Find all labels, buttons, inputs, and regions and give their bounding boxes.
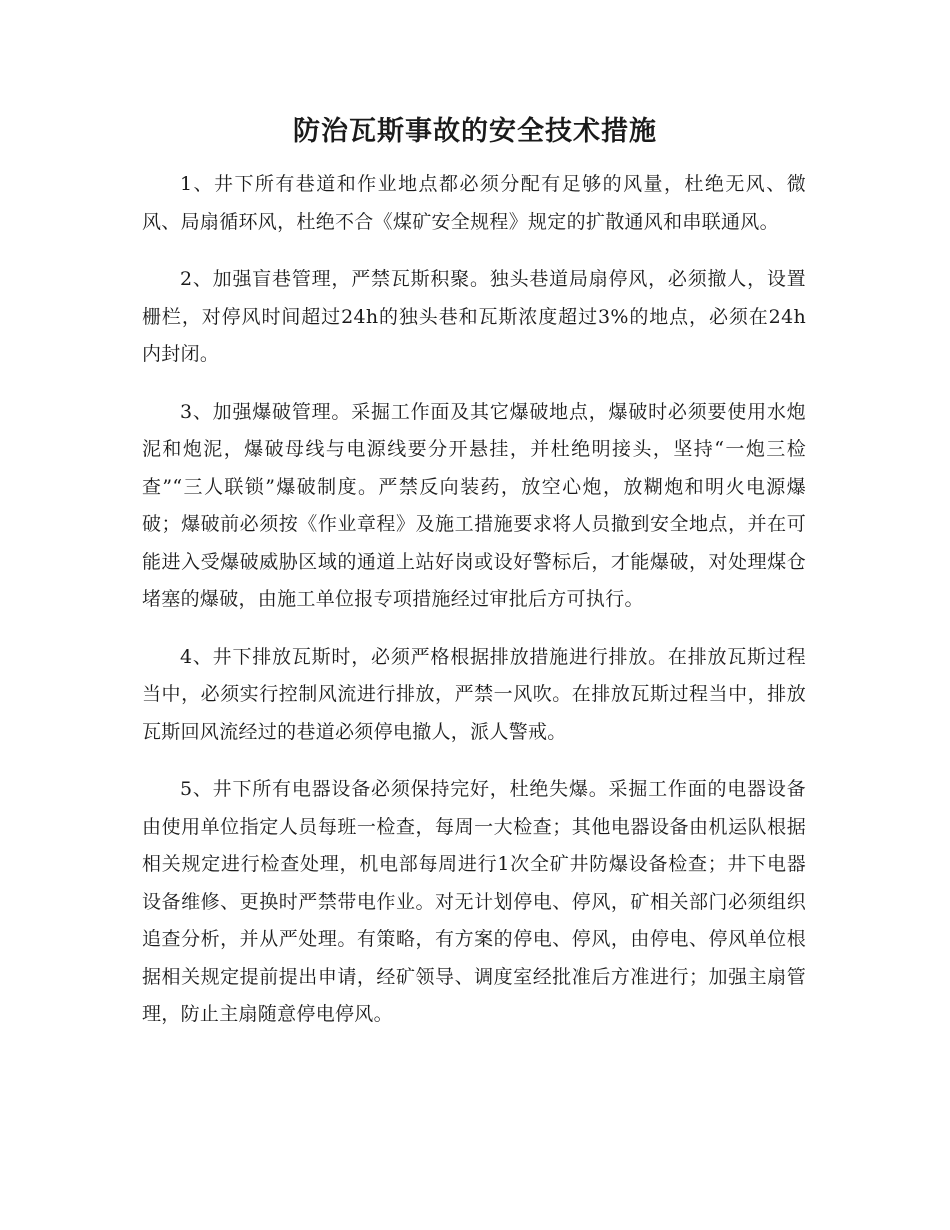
paragraph-1: 1、井下所有巷道和作业地点都必须分配有足够的风量，杜绝无风、微风、局扇循环风，杜绝不合《煤矿安全规程》规定的扩散通风和串联通风。: [142, 173, 806, 233]
paragraph-3: 3、加强爆破管理。采掘工作面及其它爆破地点，爆破时必须要使用水炮泥和炮泥，爆破母线与电源线要分开悬挂，并杜绝明接头，坚持“一炮三检查”“三人联锁”爆破制度。严禁反向装药，放空心炮，放糊炮和明火电源爆破；爆破前必须按《作业章程》及施工措施要求将人员撤到安全地点，并在可能进入受爆破威胁区域的通道上站好岗或设好警标后，才能爆破，对处理煤仓堵塞的爆破，由施工单位报专项措施经过审批后方可执行。: [142, 400, 806, 610]
paragraph-2: 2、加强盲巷管理，严禁瓦斯积聚。独头巷道局扇停风，必须撤人，设置栅栏，对停风时间超过24h的独头巷和瓦斯浓度超过3%的地点，必须在24h内封闭。: [142, 268, 806, 365]
document-body: [142, 166, 806, 1054]
paragraph-5: 5、井下所有电器设备必须保持完好，杜绝失爆。采掘工作面的电器设备由使用单位指定人员每班一检查，每周一大检查；其他电器设备由机运队根据相关规定进行检查处理，机电部每周进行1次全矿井防爆设备检查；井下电器设备维修、更换时严禁带电作业。对无计划停电、停风，矿相关部门必须组织追查分析，并从严处理。有策略，有方案的停电、停风，由停电、停风单位根据相关规定提前提出申请，经矿领导、调度室经批准后方准进行；加强主扇管理，防止主扇随意停电停风。: [142, 778, 806, 1025]
document-title: 防治瓦斯事故的安全技术措施: [293, 116, 657, 147]
paragraph-4: 4、井下排放瓦斯时，必须严格根据排放措施进行排放。在排放瓦斯过程当中，必须实行控制风流进行排放，严禁一风吹。在排放瓦斯过程当中，排放瓦斯回风流经过的巷道必须停电撤人，派人警戒。: [142, 645, 806, 743]
